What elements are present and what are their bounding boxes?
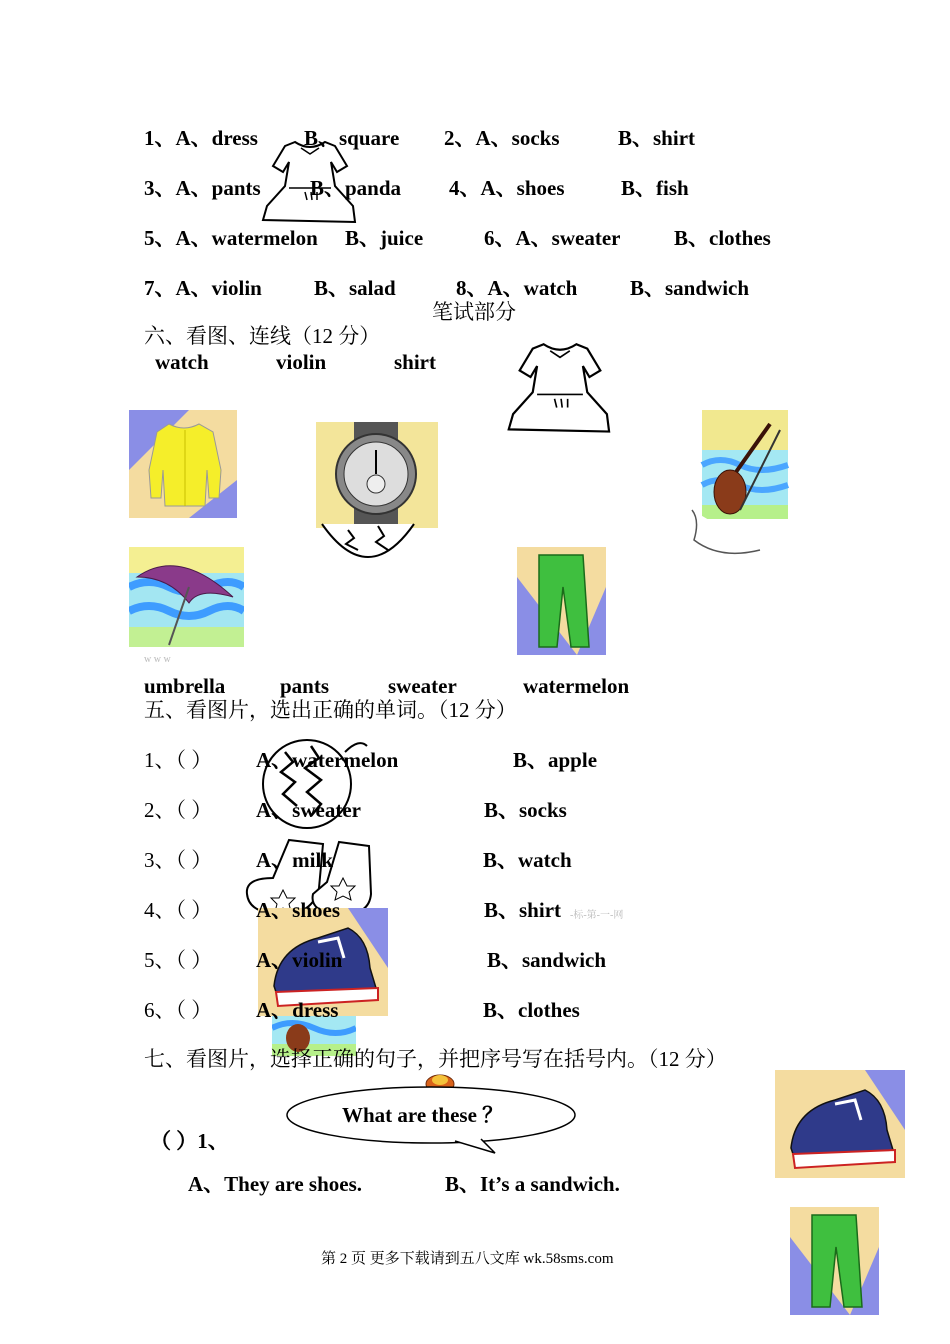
section5-item-b: B、sandwich [487, 948, 607, 972]
listening-q2-a: 2、A、socks [444, 126, 560, 150]
ball-drawing [318, 520, 418, 568]
shirt-image [129, 410, 237, 518]
bubble-text: What are these ？ [342, 1103, 504, 1127]
section5-item-b: B、socks [484, 798, 567, 822]
section6-word-violin: violin [276, 350, 327, 374]
section6-word-sweater: sweater [388, 674, 457, 698]
section5-item-a: A、shoes [256, 898, 341, 922]
section5-item-num: 2、（ ） [144, 798, 213, 822]
section5-item-a: A、watermelon [256, 748, 399, 772]
section6-word-umbrella: umbrella [144, 674, 226, 698]
listening-q4-b: B、fish [621, 176, 689, 200]
listening-q8-b: B、sandwich [630, 276, 750, 300]
section7-q1-option-a: A、They are shoes. [188, 1172, 363, 1196]
violin-image [690, 410, 790, 555]
listening-q7-a: 7、A、violin [144, 276, 262, 300]
listening-q5-a: 5、A、watermelon [144, 226, 318, 250]
page-footer: 第 2 页 更多下载请到五八文库 wk.58sms.com [321, 1251, 614, 1267]
listening-q3-b: B、panda [310, 176, 402, 200]
section5-item-b: B、clothes [483, 998, 580, 1022]
pants-drawing [790, 1207, 879, 1315]
written-part-title: 笔试部分 [432, 300, 516, 324]
section5-item-b: B、apple [513, 748, 598, 772]
listening-q1-a: 1、A、dress [144, 126, 258, 150]
section5-item-num: 1、（ ） [144, 748, 213, 772]
shoe-image-right [775, 1070, 905, 1178]
dress-drawing [500, 337, 620, 441]
section5-item-b: B、shirt [484, 898, 562, 922]
section5-item-b: B、watch [483, 848, 572, 872]
pants-drawing [517, 547, 606, 655]
section5-item-a: A、violin [256, 948, 343, 972]
section7-q1: （ ）1、 [150, 1129, 229, 1153]
listening-q6-a: 6、A、sweater [484, 226, 621, 250]
listening-q7-b: B、salad [314, 276, 396, 300]
section6-title: 六、看图、连线（12 分） [144, 324, 381, 348]
umbrella-image [129, 547, 244, 647]
ball-image-small [318, 520, 418, 568]
violin-drawing [690, 410, 790, 555]
section5-item-num: 4、（ ） [144, 898, 213, 922]
section5-item-num: 3、（ ） [144, 848, 213, 872]
section5-item-a: A、milk [256, 848, 334, 872]
section5-item-a: A、dress [256, 998, 339, 1022]
shirt-drawing [129, 410, 237, 518]
section6-word-pants: pants [280, 674, 330, 698]
section5-item-a: A、sweater [256, 798, 361, 822]
listening-q2-b: B、shirt [618, 126, 696, 150]
listening-q1-b: B、square [304, 126, 400, 150]
listening-q4-a: 4、A、shoes [449, 176, 565, 200]
section7-title: 七、看图片，选择正确的句子，并把序号写在括号内。（12 分） [144, 1047, 727, 1071]
watch-image [316, 422, 438, 528]
pants-image [517, 547, 606, 655]
umbrella-drawing [129, 547, 244, 647]
tiny-mark: w w w [144, 654, 171, 665]
section5-item-num: 5、（ ） [144, 948, 213, 972]
listening-q6-b: B、clothes [674, 226, 771, 250]
listening-q3-a: 3、A、pants [144, 176, 261, 200]
pants-image-right [790, 1207, 879, 1315]
section6-word-watermelon: watermelon [523, 674, 630, 698]
watermark: -标-第-一-网 [570, 910, 624, 921]
watch-drawing [316, 422, 438, 528]
section7-q1-option-b: B、It’s a sandwich. [445, 1172, 620, 1196]
section6-word-watch: watch [155, 350, 209, 374]
listening-q8-a: 8、A、watch [456, 276, 578, 300]
section6-word-shirt: shirt [394, 350, 436, 374]
shoe-drawing [775, 1070, 905, 1178]
section5-item-num: 6、（ ） [144, 998, 213, 1022]
dress-image [500, 337, 620, 441]
listening-q5-b: B、juice [345, 226, 424, 250]
section5-title: 五、看图片，选出正确的单词。（12 分） [144, 698, 517, 722]
